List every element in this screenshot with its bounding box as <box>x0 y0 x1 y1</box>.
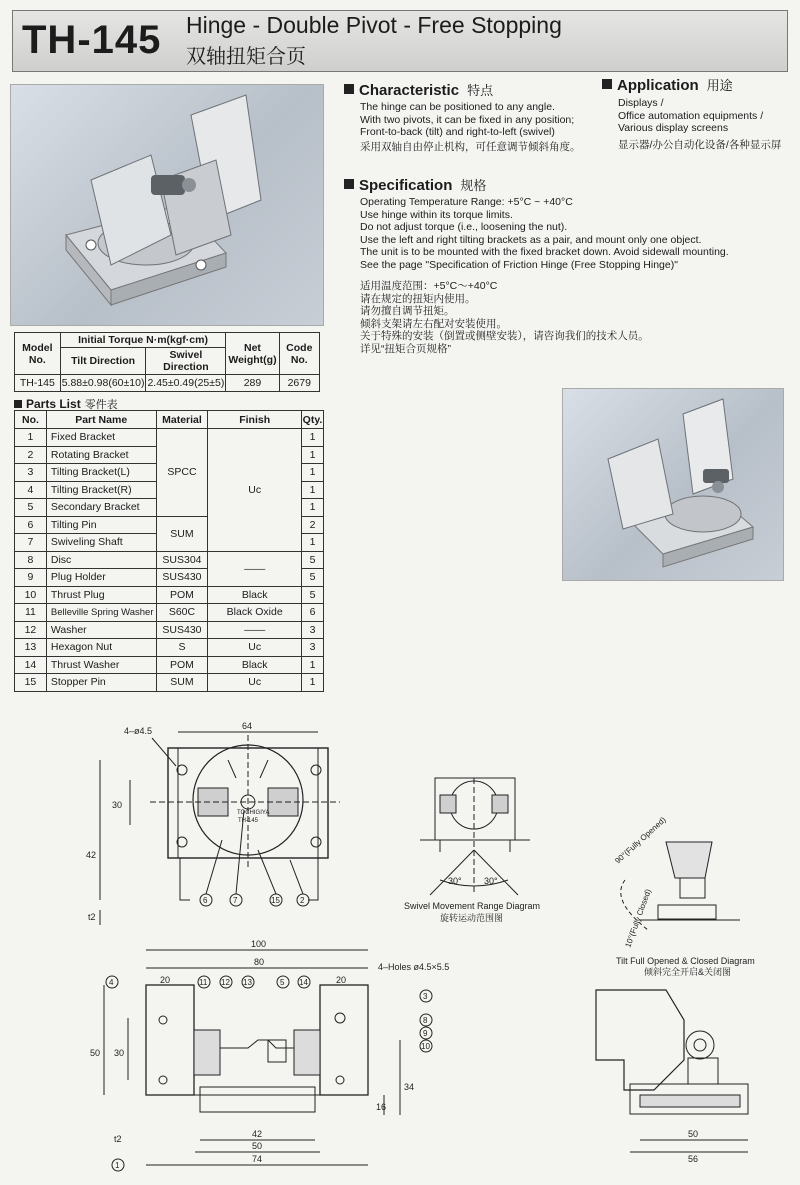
technical-drawings <box>0 700 800 1185</box>
callout-10: 10 <box>421 1042 430 1051</box>
tilt-caption-cn: 倾斜完全开启&关闭图 <box>644 967 732 977</box>
dim-30-top: 30 <box>112 800 123 810</box>
dim-16: 16 <box>376 1102 387 1112</box>
drawing-swivel-range <box>420 778 530 895</box>
callout-13: 13 <box>243 978 252 987</box>
specification-heading: Specification 规格 <box>344 175 486 194</box>
swivel-angle-left: 30° <box>448 876 462 886</box>
swivel-caption-en: Swivel Movement Range Diagram <box>404 901 541 911</box>
characteristic-text: The hinge can be positioned to any angle. With two pivots, it can be fixed in any position; Front-to-back (tilt) and right-to-left (swivel) 采用双轴自由停止机构，可任意调节倾斜角度。 <box>360 101 581 153</box>
tilt-caption-en: Tilt Full Opened & Closed Diagram <box>616 956 755 966</box>
dim-50-bottom: 50 <box>252 1141 263 1151</box>
swivel-angle-right: 30° <box>484 876 498 886</box>
table-row: 5 Secondary Bracket 1 <box>15 499 324 517</box>
callout-6: 6 <box>203 896 208 905</box>
dim-56: 56 <box>688 1154 699 1164</box>
table-row: 13 Hexagon Nut S Uc 3 <box>15 639 324 657</box>
callout-8: 8 <box>423 1016 428 1025</box>
tilt-open-label: 90°(Fully Opened) <box>613 815 668 866</box>
dim-30-left: 30 <box>114 1048 125 1058</box>
application-text: Displays / Office automation equipments / Various display screens 显示器/办公自动化设备/各种显示屏 <box>618 97 782 151</box>
callout-15: 15 <box>271 896 280 905</box>
dim-holes-top: 4–ø4.5 <box>124 726 153 736</box>
product-photo-main <box>10 84 324 326</box>
table-row: 6 Tilting Pin SUM 2 <box>15 516 324 534</box>
dim-holes-bottom: 4–Holes ø4.5×5.5 <box>378 962 450 972</box>
drawing-front-view <box>104 950 432 1171</box>
callout-12: 12 <box>221 978 230 987</box>
dim-42-bottom: 42 <box>252 1129 263 1139</box>
parts-table: No. Part Name Material Finish Qty. 1 Fixed Bracket SPCC Uc 1 2 Rotating Bracket 1 3 Tilting Bracket(L) 1 4 Tilting Bracket(R) 1 5 Secondary Bracket 1 6 Tilting Pin SUM 2 7 Swiveling Shaft 1 8 Disc SUS304 —— 5 9 Plug Holder SUS430 5 10 Thrust Plug POM Black 5 11 Belleville Spring Washer S60C Black Oxide 6 12 Washer SUS430 —— 3 13 Hexagon Nut S Uc 3 14 Thrust Washer POM Black 1 15 Stopper Pin SUM Uc 1 <box>14 410 324 692</box>
application-heading: Application 用途 <box>602 75 733 94</box>
callout-9: 9 <box>423 1029 428 1038</box>
callout-5: 5 <box>280 978 285 987</box>
table-row: 2 Rotating Bracket 1 <box>15 446 324 464</box>
dim-42-top: 42 <box>86 850 97 860</box>
callout-3: 3 <box>423 992 428 1001</box>
dim-50-left: 50 <box>90 1048 101 1058</box>
table-row: 15 Stopper Pin SUM Uc 1 <box>15 674 324 692</box>
parts-list-heading: Parts List 零件表 <box>14 396 118 412</box>
table-row: 10 Thrust Plug POM Black 5 <box>15 586 324 604</box>
table-row: 4 Tilting Bracket(R) 1 <box>15 481 324 499</box>
tilt-closed-label: 10°(Fully Closed) <box>623 887 653 949</box>
callout-14: 14 <box>299 978 308 987</box>
dim-100: 100 <box>251 939 267 949</box>
dim-34: 34 <box>404 1082 415 1092</box>
table-row: 11 Belleville Spring Washer S60C Black Oxide 6 <box>15 604 324 622</box>
callout-1: 1 <box>115 1161 120 1170</box>
title-chinese: 双轴扭矩合页 <box>186 46 306 68</box>
swivel-caption-cn: 旋转运动范围图 <box>440 913 504 923</box>
characteristic-heading: Characteristic 特点 <box>344 80 493 99</box>
dim-50-side: 50 <box>688 1129 699 1139</box>
title-english: Hinge - Double Pivot - Free Stopping <box>186 12 562 38</box>
table-row: 8 Disc SUS304 —— 5 <box>15 551 324 569</box>
callout-4: 4 <box>109 978 114 987</box>
model-code: TH-145 <box>22 18 162 62</box>
table-row: 9 Plug Holder SUS430 5 <box>15 569 324 587</box>
callout-7: 7 <box>233 896 238 905</box>
torque-row: TH-145 5.88±0.98(60±10) 2.45±0.49(25±5) 289 2679 <box>15 375 320 392</box>
dim-t2-bottom: t2 <box>114 1134 122 1144</box>
table-row: 1 Fixed Bracket SPCC Uc 1 <box>15 429 324 447</box>
dim-20-left: 20 <box>160 975 171 985</box>
callout-2: 2 <box>300 896 305 905</box>
table-row: 14 Thrust Washer POM Black 1 <box>15 656 324 674</box>
specification-text-cn: 适用温度范围：+5°C～+40°C 请在规定的扭矩内使用。 请勿擅自调节扭矩。 倾斜支架请左右配对安装使用。 关于特殊的安装（倒置或侧壁安装），请咨询我们的技术人员。 详见“扭矩合页规格” <box>360 280 649 355</box>
table-row: 7 Swiveling Shaft 1 <box>15 534 324 552</box>
dim-80: 80 <box>254 957 265 967</box>
product-photo-secondary <box>562 388 784 581</box>
drawing-side-view <box>596 990 748 1152</box>
dim-20-right: 20 <box>336 975 347 985</box>
specification-text-en: Operating Temperature Range: +5°C ~ +40°C Use hinge within its torque limits. Do not adjust torque (i.e., loosening the nut). Use the left and right tilting brackets as a pair, and mount only one object. The unit is to be mounted with the fixed bracket down. Avoid sidewall mounting. See the page "Specification of Friction Hinge (Free Stopping Hinge)" <box>360 196 729 271</box>
torque-table: Model No. Initial Torque N·m(kgf·cm) Net Weight(g) Code No. Tilt Direction Swivel Direction TH-145 5.88±0.98(60±10) 2.45±0.49(25±5) 289 2679 <box>14 332 320 392</box>
brand-mark: TOCHIGIYA <box>237 810 270 816</box>
model-mark: TH-145 <box>238 818 259 824</box>
callout-11: 11 <box>199 978 208 987</box>
dim-64: 64 <box>242 721 253 731</box>
table-row: 12 Washer SUS430 —— 3 <box>15 621 324 639</box>
table-row: 3 Tilting Bracket(L) 1 <box>15 464 324 482</box>
dim-t2-top: t2 <box>88 912 96 922</box>
dim-74: 74 <box>252 1154 263 1164</box>
